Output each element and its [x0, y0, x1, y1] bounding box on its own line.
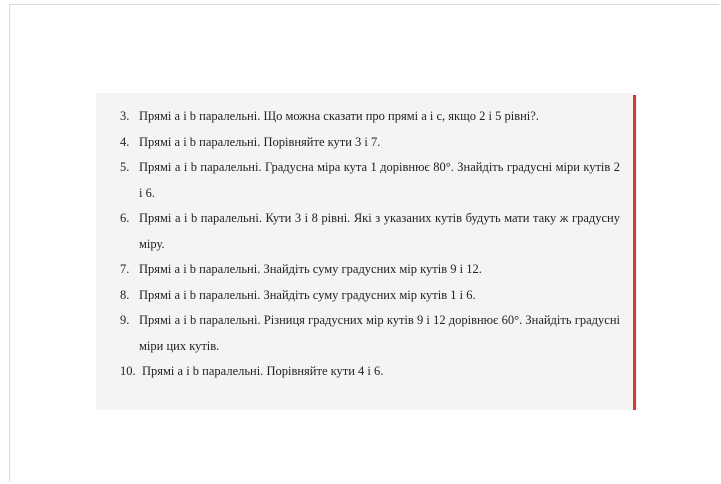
problem-number: 7.: [120, 262, 130, 276]
problem-item: [120, 155, 620, 206]
problem-text: Прямі a і b паралельні. Знайдіть суму градусних мір кутів 9 і 12.: [139, 262, 482, 276]
problem-item: [120, 257, 620, 283]
problem-text: Прямі a і b паралельні. Різниця градусних мір кутів 9 і 12 дорівнює 60°. Знайдіть градусні міри цих кутів.: [139, 313, 620, 353]
problem-number: 9.: [120, 313, 130, 327]
problem-item: [120, 206, 620, 257]
problem-text: Прямі a і b паралельні. Порівняйте кути 3 і 7.: [139, 134, 381, 149]
problem-number: 6.: [120, 211, 130, 225]
problem-number: 10.: [120, 364, 136, 378]
problem-number: 8.: [120, 287, 130, 302]
problem-item: [120, 308, 620, 359]
problem-item: [120, 104, 620, 130]
problem-text: Прямі a і b паралельні. Знайдіть суму градусних мір кутів 1 і 6.: [139, 287, 476, 302]
problem-number: 5.: [120, 160, 130, 174]
problem-item: [120, 130, 620, 156]
problem-item: [120, 283, 620, 309]
problem-text: Прямі a і b паралельні. Кути 3 і 8 рівні. Які з указаних кутів будуть мати таку ж градусну міру.: [139, 211, 620, 251]
problem-item: [120, 359, 620, 385]
problem-number: 3.: [120, 109, 130, 123]
problem-list: [120, 104, 620, 385]
problem-text: Прямі a і b паралельні. Градусна міра кута 1 дорівнює 80°. Знайдіть градусні міри кутів 2 і 6.: [139, 160, 620, 200]
problem-text: Прямі a і b паралельні. Порівняйте кути 4 і 6.: [142, 364, 384, 378]
problem-number: 4.: [120, 134, 130, 149]
problem-text: Прямі a і b паралельні. Що можна сказати про прямі a і c, якщо 2 і 5 рівні?.: [139, 109, 539, 123]
margin-rule: [633, 95, 636, 410]
